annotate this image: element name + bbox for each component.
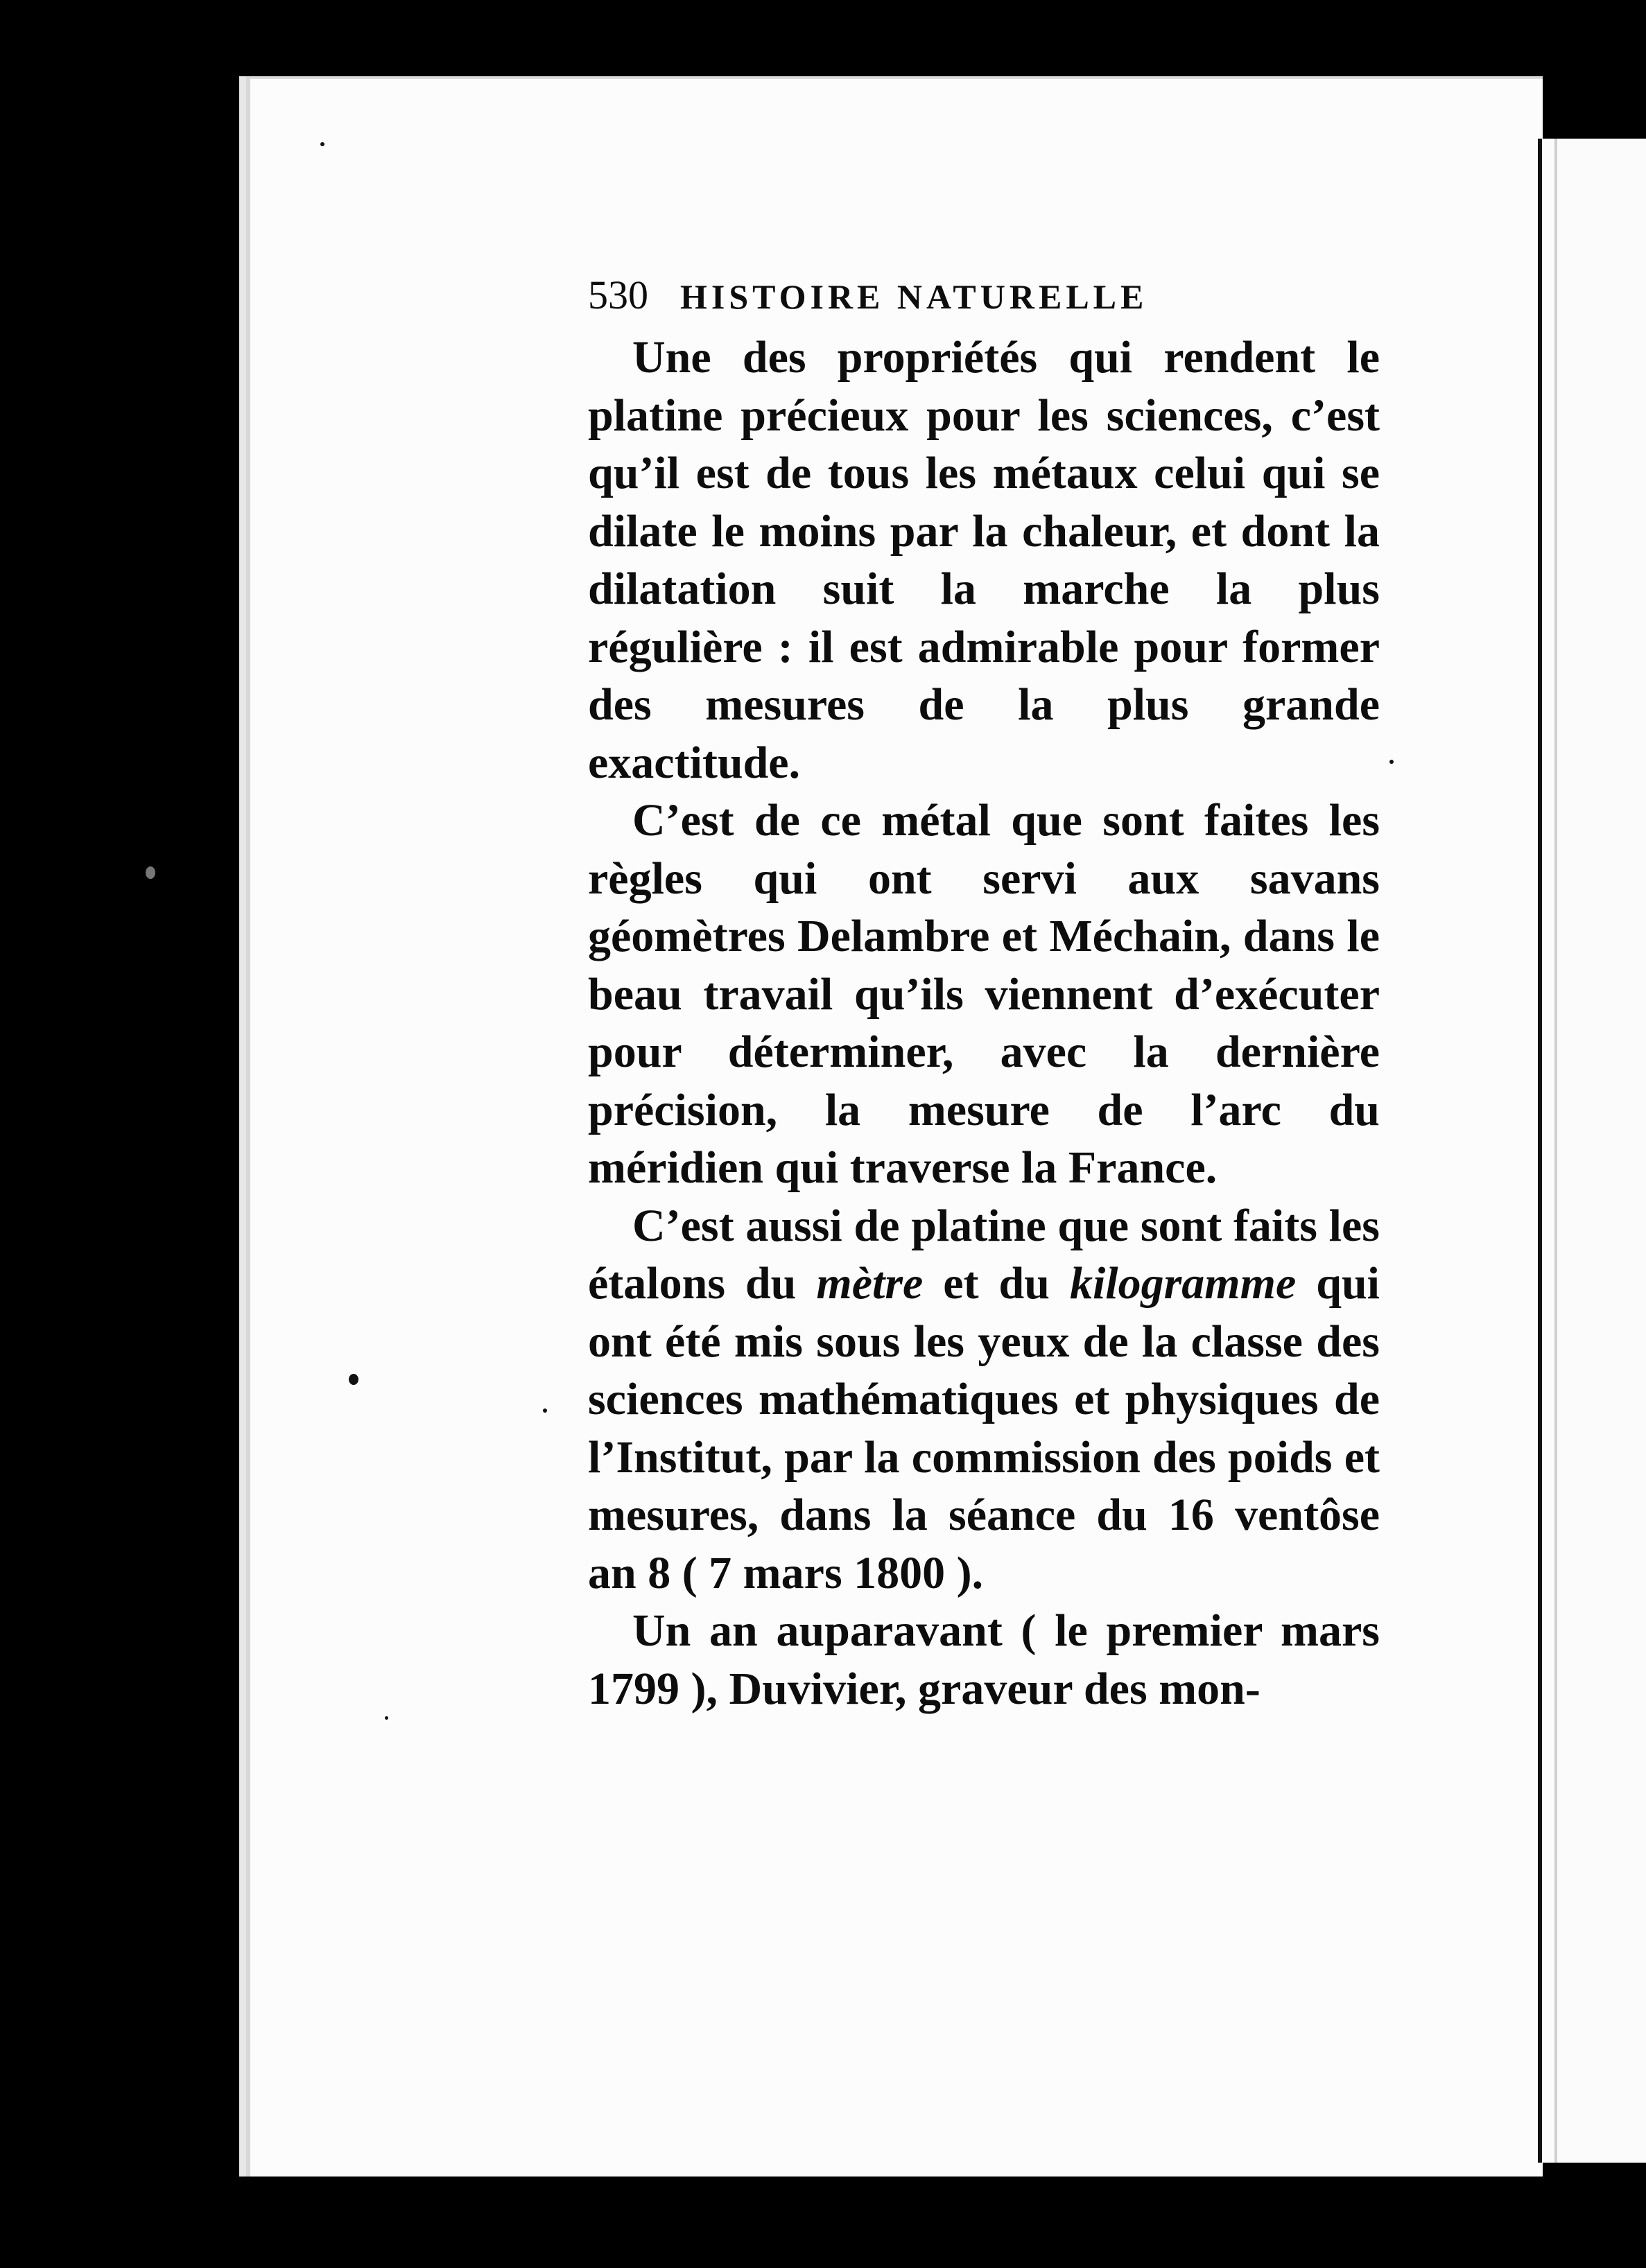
text-run: qui ont été mis sous les yeux de la classe des sciences mathématiques et physiques de l’Institut, par la commission des poids et mesures, dans la séance du 16 ventôse an 8 ( 7 mars 1800 ).: [588, 1258, 1380, 1598]
page-speck: [146, 866, 155, 879]
paragraph: Une des propriétés qui rendent le platine précieux pour les sciences, c’est qu’il est de tous les métaux celui qui se dilate le moins par la chaleur, et dont la dilatation suit la marche la plus régulière : il est admirable pour former des mesures de la plus grande exactitude.: [588, 332, 1380, 788]
running-title: HISTOIRE NATURELLE: [680, 277, 1148, 316]
text-run: C’est aussi de platine que sont faits les étalons du: [588, 1200, 1380, 1309]
page-speck: [1389, 760, 1394, 764]
italic-term: kilogramme: [1069, 1258, 1297, 1309]
page-speck: [385, 1716, 388, 1720]
facing-page-edge: [1538, 139, 1646, 2163]
paragraph: [588, 1197, 1380, 1603]
paragraph: C’est de ce métal que sont faites les règles qui ont servi aux savans géomètres Delambre et Méchain, dans le beau travail qu’ils viennent d’exécuter pour déterminer, avec la dernière précision, la mesure de l’arc du méridien qui traverse la France.: [588, 795, 1380, 1193]
text-run: et du: [923, 1258, 1070, 1309]
paragraph: Un an auparavant ( le premier mars 1799 ), Duvivier, graveur des mon-: [588, 1605, 1380, 1714]
italic-term: mètre: [816, 1258, 924, 1309]
page-number: 530: [588, 272, 648, 317]
running-header: [588, 272, 1380, 329]
page-speck: [349, 1374, 358, 1385]
page-speck: [543, 1408, 547, 1413]
page-content: [588, 272, 1380, 1718]
body-text: [588, 329, 1380, 1718]
page-speck: [320, 142, 324, 146]
